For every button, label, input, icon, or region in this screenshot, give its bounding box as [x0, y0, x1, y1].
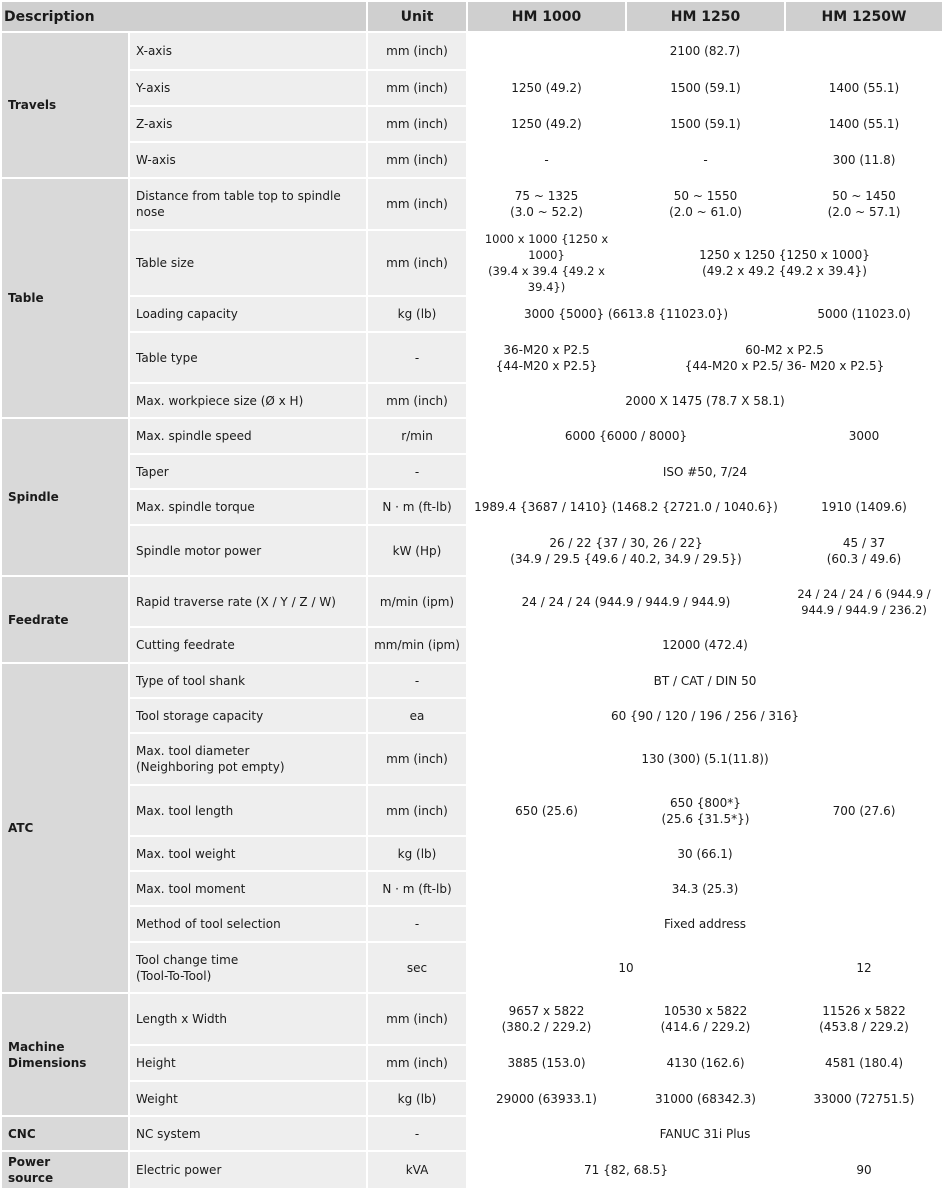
value-cell: 10 — [467, 942, 785, 993]
category-line: Dimensions — [8, 1055, 87, 1070]
item-label — [129, 942, 367, 993]
table-row — [1, 142, 942, 178]
table-row — [1, 1081, 942, 1116]
value-line: 60-M2 x P2.5 — [745, 342, 824, 357]
item-line: Tool change time — [136, 952, 239, 967]
value-cell: 12000 (472.4) — [467, 627, 942, 663]
item-line: Max. tool diameter — [136, 744, 250, 758]
table-row — [1, 454, 942, 489]
unit-cell: mm (inch) — [367, 733, 467, 785]
item-label: Table type — [129, 332, 367, 383]
value-line: (380.2 / 229.2) — [501, 1020, 592, 1034]
value-cell: 1250 (49.2) — [467, 106, 626, 142]
table-row — [1, 230, 942, 296]
value-cell — [467, 525, 785, 576]
value-cell — [785, 576, 942, 627]
value-cell — [626, 178, 785, 230]
value-line: 944.9 / 944.9 / 236.2) — [801, 602, 927, 617]
unit-cell: mm (inch) — [367, 785, 467, 836]
table-row — [1, 1116, 942, 1151]
value-cell: 1500 (59.1) — [626, 70, 785, 106]
unit-cell: m/min (ipm) — [367, 576, 467, 627]
unit-cell: mm (inch) — [367, 1045, 467, 1081]
item-label: Method of tool selection — [129, 906, 367, 942]
value-cell: 90 — [785, 1151, 942, 1189]
item-label: Tool storage capacity — [129, 698, 367, 733]
unit-cell: kg (lb) — [367, 1081, 467, 1116]
item-label: Table size — [129, 230, 367, 296]
table-row — [1, 296, 942, 332]
item-label: Type of tool shank — [129, 663, 367, 698]
item-label: NC system — [129, 1116, 367, 1151]
table-row — [1, 993, 942, 1045]
category-table: Table — [1, 178, 129, 418]
unit-cell: - — [367, 454, 467, 489]
item-label: Y-axis — [129, 70, 367, 106]
value-cell: FANUC 31i Plus — [467, 1116, 942, 1151]
unit-cell: sec — [367, 942, 467, 993]
value-cell — [626, 785, 785, 836]
value-cell — [626, 332, 942, 383]
value-cell: Fixed address — [467, 906, 942, 942]
table-row — [1, 627, 942, 663]
value-cell: 1910 (1409.6) — [785, 489, 942, 525]
value-cell: 34.3 (25.3) — [467, 871, 942, 906]
value-cell — [626, 230, 942, 296]
table-row — [1, 525, 942, 576]
value-line: 650 {800*} — [670, 795, 741, 810]
value-cell — [467, 230, 626, 296]
value-cell: 5000 (11023.0) — [785, 296, 942, 332]
item-label: Max. spindle torque — [129, 489, 367, 525]
item-label: Length x Width — [129, 993, 367, 1045]
header-row — [1, 1, 942, 32]
unit-cell: kg (lb) — [367, 836, 467, 871]
unit-cell: ea — [367, 698, 467, 733]
value-cell: 3885 (153.0) — [467, 1045, 626, 1081]
value-line: 26 / 22 {37 / 30, 26 / 22} — [549, 535, 703, 550]
table-row — [1, 733, 942, 785]
value-cell: 29000 (63933.1) — [467, 1081, 626, 1116]
item-label: W-axis — [129, 142, 367, 178]
value-cell: 3000 — [785, 418, 942, 454]
value-cell: 2100 (82.7) — [467, 32, 942, 70]
value-cell: 33000 (72751.5) — [785, 1081, 942, 1116]
value-line: 9657 x 5822 — [508, 1004, 585, 1018]
unit-cell: r/min — [367, 418, 467, 454]
value-cell: BT / CAT / DIN 50 — [467, 663, 942, 698]
item-label: Max. workpiece size (Ø x H) — [129, 383, 367, 418]
value-cell — [626, 993, 785, 1045]
value-line: (3.0 ~ 52.2) — [510, 205, 583, 219]
table-row — [1, 383, 942, 418]
value-line: 1000 x 1000 {1250 x 1000} — [484, 232, 609, 262]
table-row — [1, 942, 942, 993]
value-line: 50 ~ 1450 — [832, 189, 896, 203]
unit-cell: mm/min (ipm) — [367, 627, 467, 663]
category-spindle: Spindle — [1, 418, 129, 576]
unit-cell: - — [367, 906, 467, 942]
unit-cell: mm (inch) — [367, 178, 467, 230]
value-cell: 3000 {5000} (6613.8 {11023.0}) — [467, 296, 785, 332]
value-cell — [785, 178, 942, 230]
value-line: (453.8 / 229.2) — [819, 1020, 909, 1034]
header-model-hm1000: HM 1000 — [467, 1, 626, 32]
value-cell: 2000 X 1475 (78.7 X 58.1) — [467, 383, 942, 418]
table-row — [1, 106, 942, 142]
value-cell: ISO #50, 7/24 — [467, 454, 942, 489]
value-cell: 1500 (59.1) — [626, 106, 785, 142]
value-cell: - — [467, 142, 626, 178]
unit-cell: kW (Hp) — [367, 525, 467, 576]
item-label: Height — [129, 1045, 367, 1081]
table-row — [1, 576, 942, 627]
category-travels: Travels — [1, 32, 129, 178]
value-cell: 6000 {6000 / 8000} — [467, 418, 785, 454]
category-machine-dimensions — [1, 993, 129, 1116]
value-line: 50 ~ 1550 — [673, 189, 738, 203]
value-cell: 24 / 24 / 24 (944.9 / 944.9 / 944.9) — [467, 576, 785, 627]
value-line: (414.6 / 229.2) — [660, 1020, 751, 1034]
item-line: (Tool-To-Tool) — [136, 968, 212, 983]
value-line: (25.6 {31.5*}) — [661, 811, 750, 826]
table-row — [1, 698, 942, 733]
header-model-hm1250w: HM 1250W — [785, 1, 942, 32]
category-line: source — [8, 1171, 54, 1185]
table-row — [1, 836, 942, 871]
item-label: Max. tool length — [129, 785, 367, 836]
value-cell: - — [626, 142, 785, 178]
value-line: 45 / 37 — [842, 535, 886, 550]
value-line: 11526 x 5822 — [822, 1004, 906, 1018]
category-atc: ATC — [1, 663, 129, 993]
value-cell: 1400 (55.1) — [785, 106, 942, 142]
category-cnc: CNC — [1, 1116, 129, 1151]
item-line: (Neighboring pot empty) — [136, 760, 285, 774]
header-model-hm1250: HM 1250 — [626, 1, 785, 32]
value-cell: 4581 (180.4) — [785, 1045, 942, 1081]
item-label: Loading capacity — [129, 296, 367, 332]
unit-cell: mm (inch) — [367, 383, 467, 418]
unit-cell: - — [367, 663, 467, 698]
table-row — [1, 418, 942, 454]
value-line: (2.0 ~ 61.0) — [669, 205, 742, 219]
table-row — [1, 70, 942, 106]
unit-cell: mm (inch) — [367, 142, 467, 178]
value-line: (60.3 / 49.6) — [826, 551, 902, 566]
header-description: Description — [1, 1, 367, 32]
value-line: {44-M20 x P2.5} — [495, 358, 598, 373]
item-label: Weight — [129, 1081, 367, 1116]
table-row — [1, 178, 942, 230]
value-cell: 130 (300) (5.1(11.8)) — [467, 733, 942, 785]
value-cell: 300 (11.8) — [785, 142, 942, 178]
item-label: Cutting feedrate — [129, 627, 367, 663]
unit-cell: - — [367, 1116, 467, 1151]
unit-cell: N · m (ft-lb) — [367, 871, 467, 906]
value-cell: 31000 (68342.3) — [626, 1081, 785, 1116]
value-cell — [467, 178, 626, 230]
item-label: Taper — [129, 454, 367, 489]
value-cell: 700 (27.6) — [785, 785, 942, 836]
value-line: {44-M20 x P2.5/ 36- M20 x P2.5} — [684, 358, 885, 373]
table-row — [1, 906, 942, 942]
item-label: Spindle motor power — [129, 525, 367, 576]
value-cell: 60 {90 / 120 / 196 / 256 / 316} — [467, 698, 942, 733]
value-cell — [467, 332, 626, 383]
item-label: Electric power — [129, 1151, 367, 1189]
value-cell: 1989.4 {3687 / 1410} (1468.2 {2721.0 / 1040.6}) — [467, 489, 785, 525]
header-unit: Unit — [367, 1, 467, 32]
value-line: 1250 x 1250 {1250 x 1000} — [699, 248, 870, 262]
table-row — [1, 663, 942, 698]
value-cell — [785, 525, 942, 576]
value-cell: 4130 (162.6) — [626, 1045, 785, 1081]
item-label: Rapid traverse rate (X / Y / Z / W) — [129, 576, 367, 627]
value-cell — [785, 993, 942, 1045]
table-row — [1, 332, 942, 383]
value-cell: 30 (66.1) — [467, 836, 942, 871]
table-row — [1, 1151, 942, 1189]
value-line: (34.9 / 29.5 {49.6 / 40.2, 34.9 / 29.5}) — [510, 551, 742, 566]
unit-cell: mm (inch) — [367, 70, 467, 106]
value-line: (2.0 ~ 57.1) — [827, 205, 901, 219]
item-label — [129, 733, 367, 785]
value-cell: 1400 (55.1) — [785, 70, 942, 106]
table-row — [1, 489, 942, 525]
unit-cell: mm (inch) — [367, 32, 467, 70]
item-label: Max. tool weight — [129, 836, 367, 871]
unit-cell: kg (lb) — [367, 296, 467, 332]
table-row — [1, 1045, 942, 1081]
category-feedrate: Feedrate — [1, 576, 129, 663]
table-row — [1, 871, 942, 906]
category-line: Power — [8, 1155, 51, 1169]
value-cell — [467, 993, 626, 1045]
value-cell: 12 — [785, 942, 942, 993]
unit-cell: mm (inch) — [367, 230, 467, 296]
value-line: (49.2 x 49.2 {49.2 x 39.4}) — [702, 264, 867, 278]
unit-cell: mm (inch) — [367, 993, 467, 1045]
unit-cell: mm (inch) — [367, 106, 467, 142]
item-label: X-axis — [129, 32, 367, 70]
category-power-source — [1, 1151, 129, 1189]
value-cell: 1250 (49.2) — [467, 70, 626, 106]
value-cell: 650 (25.6) — [467, 785, 626, 836]
value-line: 36-M20 x P2.5 — [503, 342, 590, 357]
item-label: Distance from table top to spindle nose — [129, 178, 367, 230]
item-label: Max. tool moment — [129, 871, 367, 906]
category-line: Machine — [8, 1039, 65, 1054]
table-row — [1, 32, 942, 70]
value-line: 75 ~ 1325 — [514, 189, 579, 203]
table-row — [1, 785, 942, 836]
value-cell: 71 {82, 68.5} — [467, 1151, 785, 1189]
value-line: 24 / 24 / 24 / 6 (944.9 / — [797, 586, 931, 601]
value-line: (39.4 x 39.4 {49.2 x 39.4}) — [488, 264, 605, 294]
unit-cell: kVA — [367, 1151, 467, 1189]
unit-cell: - — [367, 332, 467, 383]
unit-cell: N · m (ft-lb) — [367, 489, 467, 525]
item-label: Max. spindle speed — [129, 418, 367, 454]
item-label: Z-axis — [129, 106, 367, 142]
value-line: 10530 x 5822 — [663, 1004, 748, 1018]
